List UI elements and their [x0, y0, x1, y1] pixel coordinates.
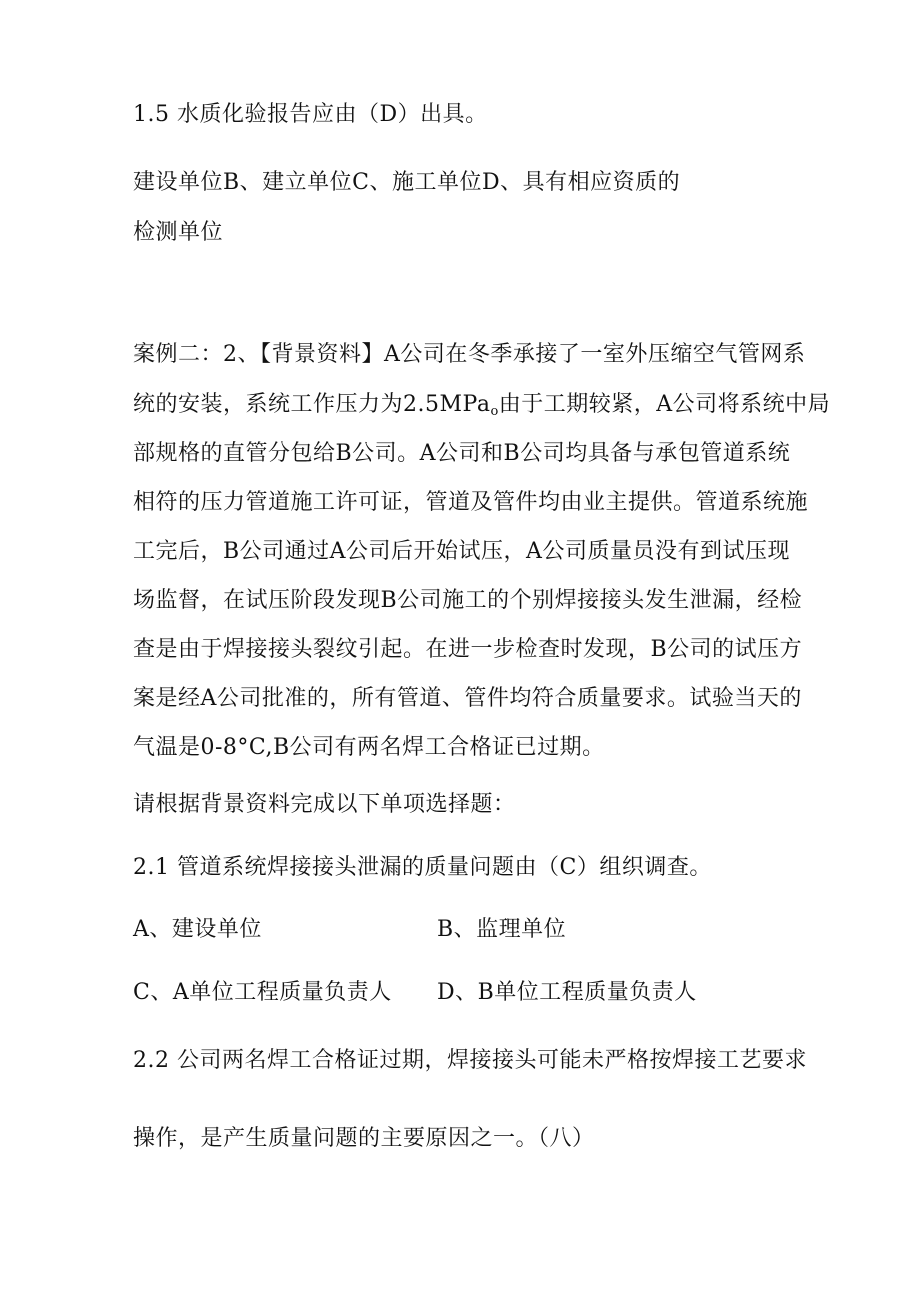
case-2-line-4: 相符的压力管道施工许可证，管道及管件均由业主提供。管道系统施: [133, 490, 809, 515]
case-2-line-6: 场监督，在试压阶段发现B公司施工的个别焊接接头发生泄漏，经检: [133, 588, 803, 613]
option-c: C、A单位工程质量负责人: [133, 980, 392, 1005]
question-2-2-line-2: 操作，是产生质量问题的主要原因之一。（八）: [133, 1126, 595, 1151]
case-2-line-3: 部规格的直管分包给B公司。A公司和B公司均具备与承包管道系统: [133, 441, 791, 466]
case-2-line-7: 查是由于焊接接头裂纹引起。在进一步检查时发现，B公司的试压方: [133, 637, 803, 662]
subscript-mark: o: [490, 404, 499, 419]
option-a: A、建设单位: [133, 917, 262, 942]
question-2-1-options-row-2: [133, 978, 697, 1008]
question-1-5: 1.5 水质化验报告应由（D）出具。: [133, 102, 488, 127]
case-2-line-5: 工完后，B公司通过A公司后开始试压，A公司质量员没有到试压现: [133, 539, 790, 564]
question-1-5-options-line-1: 建设单位B、建立单位C、施工单位D、具有相应资质的: [133, 170, 681, 195]
case-2-line-2-head: 统的安装，系统工作压力为2.5MPa: [133, 392, 491, 417]
question-2-2-line-1: 2.2 公司两名焊工合格证过期，焊接接头可能未严格按焊接工艺要求: [133, 1048, 807, 1073]
case-2-line-8: 案是经A公司批准的，所有管道、管件均符合质量要求。试验当天的: [133, 686, 802, 711]
question-2-1-options-row-1: [133, 915, 567, 945]
case-2-line-2-tail: 由于工期较紧，A公司将系统中局: [498, 392, 831, 417]
question-2-1: 2.1 管道系统焊接接头泄漏的质量问题由（C）组织调查。: [133, 855, 712, 880]
option-b: B、监理单位: [437, 917, 567, 942]
case-2-line-2: [133, 390, 830, 427]
case-2-line-9: 气温是0-8°C,B公司有两名焊工合格证已过期。: [133, 735, 605, 760]
option-d: D、B单位工程质量负责人: [437, 980, 697, 1005]
instruction-text: 请根据背景资料完成以下单项选择题：: [133, 792, 516, 817]
question-1-5-options-line-2: 检测单位: [133, 220, 224, 245]
case-2-line-1: 案例二：2、【背景资料】A公司在冬季承接了一室外压缩空气管网系: [133, 342, 806, 367]
